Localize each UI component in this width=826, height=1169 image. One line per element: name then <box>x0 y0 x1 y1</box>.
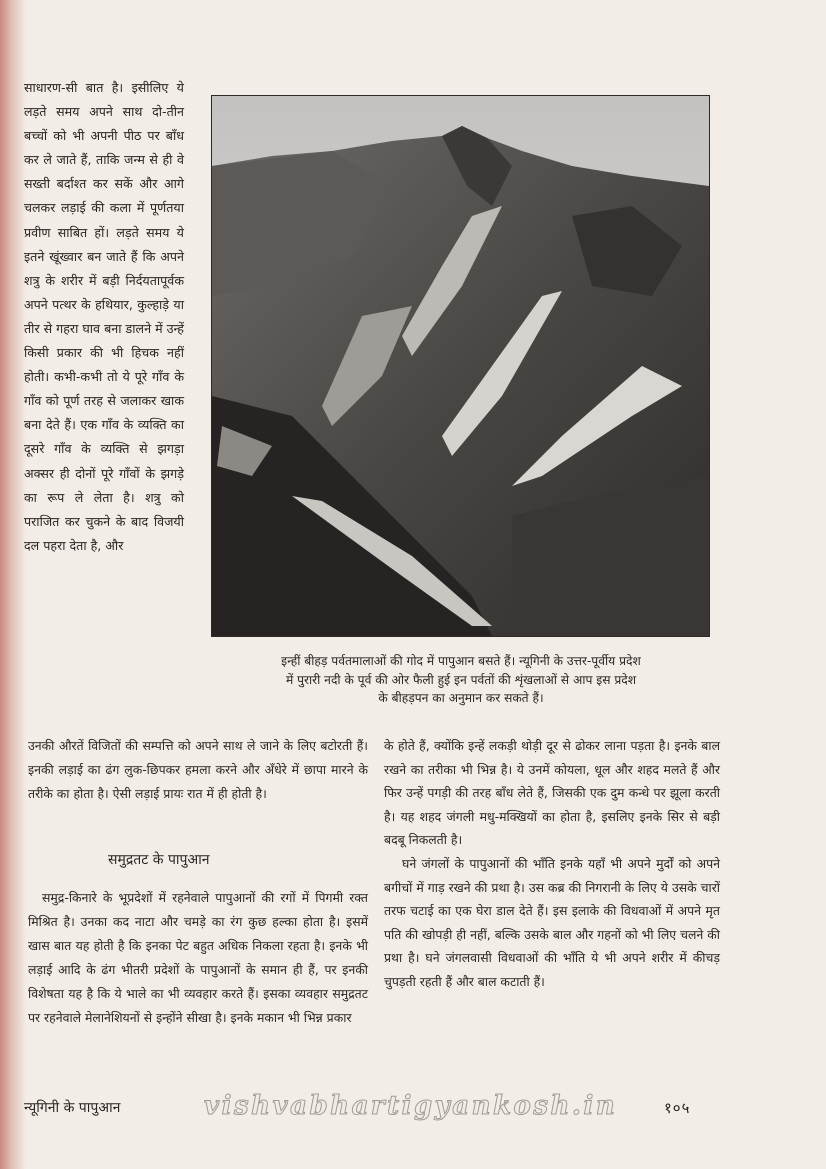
caption-line: के बीहड़पन का अनुमान कर सकते हैं। <box>378 691 544 705</box>
running-footer-title: न्यूगिनी के पापुआन <box>24 1100 121 1116</box>
section-heading: समुद्रतट के पापुआन <box>108 852 210 868</box>
left-continuation-paragraph: उनकी औरतें विजितों की सम्पत्ति को अपने साथ ले जाने के लिए बटोरती हैं। इनकी लड़ाई का ढंग लुक-छिपकर हमला करने और अँधेरे में छापा मारने के तरीके का होता है। ऐसी लड़ाई प्रायः रात में ही होती है। <box>28 738 368 801</box>
site-watermark: vishvabhartigyankosh.in <box>204 1091 618 1121</box>
page-edge-shadow <box>0 0 26 1169</box>
right-column-paragraph: घने जंगलों के पापुआनों की भाँति इनके यहाँ भी अपने मुर्दों को अपने बगीचों में गाड़ रखने की प्रथा है। उस कब्र की निगरानी के लिए ये उसके चारों तरफ चटाई का एक घेरा डाल देते हैं। इस इलाके की विधवाओं में अपने मृत पति की खोपड़ी ही नहीं, बल्कि उसके बाल और गहनों को भी लिए चलने की प्रथा है। घने जंगलवासी विधवाओं की भाँति ये भी अपने शरीर में कीचड़ चुपड़ती रहती हैं और बाल कटाती हैं। <box>384 855 720 989</box>
left-continuation <box>28 734 368 806</box>
mountain-photo-image <box>212 96 709 636</box>
caption-line: में पुरारी नदी के पूर्व की ओर फैली हुई इन पर्वतों की शृंखलाओं से आप इस प्रदेश <box>285 672 637 687</box>
caption-line: इन्हीं बीहड़ पर्वतमालाओं की गोद में पापुआन बसते हैं। न्यूगिनी के उत्तर-पूर्वीय प्रदेश <box>281 654 641 668</box>
left-column <box>24 76 184 558</box>
coastal-section-paragraph: समुद्र-किनारे के भूप्रदेशों में रहनेवाले पापुआनों की रगों में पिगमी रक्त मिश्रित है। उनका कद नाटा और चमड़े का रंग कुछ हल्का होता है। इसमें खास बात यह होती है कि इनका पेट बहुत अधिक निकला रहता है। इनके भी लड़ाई आदि के ढंग भीतरी प्रदेशों के पापुआनों के समान ही हैं, पर इनकी विशेषता यह है कि ये भाले का भी व्यवहार करते हैं। इसका व्यवहार समुद्रतट पर रहनेवाले मेलानेशियनों से इन्होंने सीखा है। इनके मकान भी भिन्न प्रकार <box>28 890 368 1025</box>
right-column-paragraph: के होते हैं, क्योंकि इन्हें लकड़ी थोड़ी दूर से ढोकर लाना पड़ता है। इनके बाल रखने का तरीका भी भिन्न है। ये उनमें कोयला, धूल और शहद मलते हैं और फिर उन्हें पगड़ी की तरह बाँध लेते हैं, जिसकी एक दुम कन्धे पर झूला करती है। यह शहद जंगली मधु-मक्खियों का होता है, इसलिए इनके सिर से बड़ी बदबू निकलती है। <box>384 738 720 848</box>
photo-caption <box>206 652 716 708</box>
page-number: १०५ <box>664 1099 691 1117</box>
mountain-photo <box>211 95 710 637</box>
right-column <box>384 734 720 994</box>
left-column-paragraph: साधारण-सी बात है। इसीलिए ये लड़ते समय अपने साथ दो-तीन बच्चों को भी अपनी पीठ पर बाँध कर ले जाते हैं, ताकि जन्म से ही वे सख्ती बर्दाश्त कर सकें और आगे चलकर लड़ाई की कला में पूर्णतया प्रवीण साबित हों। लड़ते समय ये इतने खूंख्वार बन जाते हैं कि अपने शत्रु के शरीर में बड़ी निर्दयतापूर्वक अपने पत्थर के हथियार, कुल्हाड़े या तीर से गहरा घाव बना डालने में उन्हें किसी प्रकार की भी हिचक नहीं होती। कभी-कभी तो ये पूरे गाँव के गाँव को पूर्ण तरह से जलाकर खाक बना देते हैं। एक गाँव के व्यक्ति का दूसरे गाँव के व्यक्ति से झगड़ा अक्सर ही दोनों पूरे गाँवों के झगड़े का रूप ले लेता है। शत्रु को पराजित कर चुकने के बाद विजयी दल पहरा देता है, और <box>24 80 184 553</box>
coastal-section-text <box>28 886 368 1030</box>
